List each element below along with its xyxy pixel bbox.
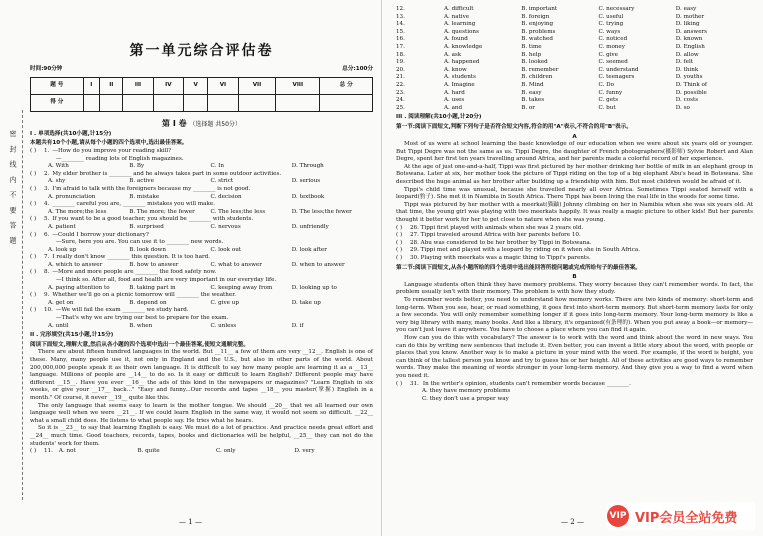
option: B. foreign (521, 13, 550, 20)
passage-a-paragraph: Most of us were at school learning the basic knowledge of our education when we were about six years old or younger. But Tippi Degre was not the same as us. Tippi Degre, the daughter of French photographers(摄影师) Sylvie Robert and Alan Degre, spent her first ten years travelling around Africa, and her parents made a colorful record of her experience. (396, 141, 753, 163)
passage-a-paragraph: Tippi was pictured by her mother with a meerkat(猫鼬) Johnny climbing on her in Namibia when she was six years old. At that time, the young girl was playing with two meerkats happily. It was really a magic picture to other kids! But her parents thought it better work for her to get close to nature when she was young. (396, 201, 753, 224)
question-number: 14. (396, 21, 405, 28)
option: A. not (58, 448, 76, 455)
question-item (30, 254, 373, 269)
option: C. noticed (598, 36, 628, 43)
option: A. paying attention to (48, 284, 110, 291)
score-cell: VI (208, 78, 239, 95)
option: B. how to answer (129, 261, 179, 268)
option: A. until (48, 322, 69, 329)
question-text: 30. Playing with meerkats was a magic thing to Tippi's parents. (410, 255, 591, 261)
passage-b-paragraph: To remember words better, you need to understand how memory works. There are two kinds of memory: short-term and long-term. When you see, hear, or read something, it goes first into short-term memory. But short-term memory lasts for only a few seconds. You will only remember something longer if it goes into long-term memory. Your long-term memory is like a very big library with many, many books. And like a library, it's organized(有条理的). When you put away a book—or memory—you can't just leave it anywhere. You have to choose a place where you can find it again. (396, 296, 753, 334)
section-1-title: I . 单项选择(共10小题,计15分) (30, 130, 112, 137)
score-cell: IV (153, 78, 184, 95)
answer-bracket: ( ) (30, 254, 37, 261)
option: B. important (521, 6, 558, 12)
passage-a-paragraph: At the age of just one-and-a-half, Tippi was first pictured by her mother drinking her bottle of milk in an elephant group in Botswana. Later at six, her mother took the picture of Tippi riding on the top of a big elephant Abu's head in Botswana. She described the huge animal as her brother after building up a friendship with him. But most children would be afraid of it. (396, 163, 753, 186)
option: A. The more;the less (48, 208, 107, 215)
question-line (30, 148, 373, 156)
option: B. watched (521, 36, 553, 43)
question-text: My elder brother is ________ and he always takes part in some outdoor activities. (52, 170, 282, 177)
option: A. Imagine (444, 81, 475, 88)
question-number: 22. (396, 81, 405, 88)
question-item (30, 269, 373, 292)
question-number: 11. (44, 448, 53, 455)
option: B. enjoying (521, 21, 554, 28)
volume-heading (30, 120, 373, 129)
question-number: 12. (396, 6, 405, 12)
right-content (396, 6, 753, 403)
option: C. nervous (210, 223, 241, 230)
section-2-title: II . 完形填空(共15小题,计15分) (30, 332, 114, 339)
vip-logo-icon: VIP (607, 505, 629, 527)
option: C. only (215, 448, 236, 455)
answer-bracket: ( ) (30, 231, 37, 238)
option: C. decision (210, 193, 242, 200)
option: A. and (444, 104, 463, 111)
answer-bracket: ( ) (30, 448, 37, 455)
option: C. useful (598, 13, 624, 20)
option: A. hard (444, 89, 465, 96)
option: D. Through (291, 163, 324, 170)
cloze-paragraph: There are about fifteen hundred languages in the world. But __11__ a few of them are very __12__. English is one of these. Many, many people use it, not only in England and the U.S., but also in other parts of the world. About 200,000,000 people speak it as their own language. It is difficult to say how many people are learning it as a __13__ language. Millions of people are __14__ to do so. Is it easy or difficult to learn English? Different people may have different __15__. Have you ever __16__ the ads of this kind in the newspapers or magazines? "Learn English in six weeks, or give your __17__ back..." "Easy and funny...Our records and tapes __18__ you master(掌握) English in a month." Of course, it never __19__ quite like this. (30, 349, 373, 401)
score-table-header-row (31, 78, 373, 95)
option: B. problems (521, 28, 556, 35)
score-label: 总分:100分 (342, 65, 373, 72)
question-number: 2. (44, 170, 50, 177)
true-false-item (396, 240, 753, 248)
option: A. learning (444, 21, 476, 28)
question-number: 31. (410, 380, 419, 387)
cloze-option-row (396, 97, 753, 105)
option: B. quite (137, 448, 160, 455)
option: D. easy (675, 6, 697, 12)
option: D. answers (675, 28, 708, 35)
answer-bracket: ( ) (396, 232, 403, 239)
answer-bracket: ( ) (30, 201, 37, 208)
option: D. textbook (291, 193, 325, 200)
question-text: —More and more people are ________ the food safety now. (52, 269, 217, 276)
option: A. With (48, 163, 69, 170)
option: D. allow (675, 51, 699, 58)
option: B. By (129, 163, 145, 170)
option: A. uses (444, 97, 465, 104)
question-item (30, 201, 373, 216)
option: A. happened (444, 59, 480, 66)
score-table (30, 77, 373, 112)
passage-a-paragraph: Tippi's child time was unusual, because she travelled nearly all over Africa. Sometimes Tippi seated herself with a leopard(豹子). She met it in Namibia in South Africa. There Tippi has been living the real life in the woods for some time. (396, 186, 753, 201)
question-item (30, 171, 373, 186)
option: B. remember (521, 66, 559, 73)
option: B. or (521, 104, 535, 111)
option: D. liking (675, 21, 700, 28)
answer-bracket: ( ) (30, 307, 37, 314)
question-options (53, 448, 373, 456)
option: C. what to answer (210, 261, 262, 268)
answer-bracket: ( ) (30, 147, 37, 154)
question-text: 29. Tippi met and played with a leopard by riding on it when she in South Africa. (410, 247, 640, 254)
option: A. questions (444, 28, 479, 35)
question-item (30, 186, 373, 201)
answer-bracket: ( ) (396, 239, 403, 246)
cloze-option-row (396, 14, 753, 22)
option: D. so (675, 104, 690, 111)
binding-dashed-line (22, 110, 23, 500)
answer-bracket: ( ) (396, 255, 403, 261)
option: B. time (521, 43, 542, 50)
question-number: 1. (44, 147, 50, 154)
answer-bracket: ( ) (30, 170, 37, 177)
score-cell: 总 分 (320, 78, 373, 95)
section-3-title: III . 阅读理解(共10小题,计20分) (396, 114, 482, 121)
question-number: 18. (396, 51, 405, 58)
cloze-option-row (396, 6, 753, 14)
volume-note: （选择题 共50分） (189, 121, 241, 129)
question-text: In the writer's opinion, students can't remember words because ________. (422, 380, 631, 387)
question-item (30, 307, 373, 330)
option: B. The more; the fewer (129, 208, 195, 215)
option: A. found (444, 36, 468, 43)
question-text-cont: —________ reading lots of English magazines. (56, 155, 184, 162)
score-cell: VIII (276, 78, 320, 95)
passage-b-paragraph: Language students often think they have memory problems. They worry because they can't remember words. In fact, the problem usually isn't with their memory. The problem is with how they study. (396, 281, 753, 296)
option: C. The less;the less (210, 208, 266, 215)
option: A. they have memory problems (422, 388, 511, 395)
option: C. they don't use a proper way (422, 395, 509, 402)
question-options (30, 163, 373, 171)
question-number: 15. (396, 28, 405, 35)
question-text: —Could I borrow your dictionary? (52, 231, 149, 238)
question-number: 23. (396, 89, 405, 96)
option: C. seemed (598, 59, 628, 66)
question-text: 27. Tippi traveled around Africa with her parents before 10. (410, 232, 581, 239)
question-item (30, 148, 373, 171)
true-false-list (396, 225, 753, 263)
option: B. depend on (129, 299, 167, 306)
option: A. shy (48, 178, 66, 185)
option: C. teenagers (598, 74, 635, 81)
question-text: If you want to be a good teacher, you should be ________ with students. (52, 216, 254, 223)
question-number: 25. (396, 104, 405, 111)
score-cell: II (100, 78, 123, 95)
option: C. give up (210, 299, 239, 306)
option: C. necessary (598, 6, 635, 12)
vip-banner-text: VIP会员全站免费 (635, 510, 738, 526)
question-line (30, 201, 373, 209)
option: D. when to answer (291, 261, 345, 268)
option: B. surprised (129, 223, 164, 230)
option: A. get on (48, 299, 74, 306)
option: D. The less;the fewer (291, 208, 352, 215)
question-options (30, 285, 373, 293)
question-options (30, 300, 373, 308)
option: C. money (598, 43, 625, 50)
cloze-option-row (396, 21, 753, 29)
question-number: 13. (396, 13, 405, 20)
score-cell: VII (238, 78, 275, 95)
option: D. think (675, 66, 699, 73)
option: C. but (598, 104, 616, 111)
answer-bracket: ( ) (30, 185, 37, 192)
question-options (30, 262, 373, 270)
option: C. look out (210, 246, 242, 253)
option: C. trying (598, 21, 624, 28)
option: B. children (521, 74, 553, 81)
question-options (30, 209, 373, 217)
question-number: 6. (44, 231, 50, 238)
question-number: 4. (44, 201, 50, 208)
option: B. taking part in (129, 284, 176, 291)
option: D. take up (291, 299, 321, 306)
cloze-option-row (396, 44, 753, 52)
question-line (30, 171, 373, 179)
question-options (30, 323, 373, 331)
cloze-paragraph: So it is __23__ to say that learning English is easy. We must do a lot of practice. And practice needs great effort and __24__ much time. Good teachers, records, tapes, books and dictionaries will be helpful, __25__ they can not do the students' work for them. (30, 425, 373, 447)
question-item (30, 292, 373, 307)
question-number: 17. (396, 43, 405, 50)
option: A. know (444, 66, 467, 73)
option: B. look down (129, 246, 166, 253)
option: D. serious (291, 178, 321, 185)
option: D. very (294, 448, 315, 455)
answer-bracket: ( ) (30, 216, 37, 223)
answer-bracket: ( ) (396, 247, 403, 254)
exam-title: 第一单元综合评估卷 (129, 43, 274, 59)
score-cell-empty (208, 95, 239, 112)
true-false-item (396, 247, 753, 255)
option: C. Do (598, 81, 614, 88)
passage-b-label: B (572, 274, 577, 281)
question-number: 24. (396, 97, 405, 104)
option: C. ways (598, 28, 621, 35)
option: D. unfriendly (291, 223, 329, 230)
cloze-options-list (396, 6, 753, 112)
time-label: 时间:90分钟 (30, 65, 63, 72)
score-table-score-row (31, 95, 373, 112)
score-cell-empty (83, 95, 100, 112)
cloze-option-row (396, 90, 753, 98)
option: A. students (444, 74, 476, 81)
score-cell-empty (123, 95, 153, 112)
score-cell: I (83, 78, 100, 95)
score-cell-empty (320, 95, 373, 112)
true-false-item (396, 225, 753, 233)
question-number: 19. (396, 59, 405, 66)
question-text: —How do you improve your reading skill? (52, 147, 172, 154)
section-3b-intro: 第二节:阅读下面短文,从各小题所给的四个选项中选出能回答所提问题或完成所给句子的最佳答案。 (396, 264, 641, 271)
true-false-item (396, 255, 753, 263)
question-line (30, 232, 373, 240)
page-number-right: — 2 — (561, 518, 584, 526)
question-item (30, 216, 373, 231)
answer-bracket: ( ) (396, 224, 403, 231)
score-cell-empty (238, 95, 275, 112)
question-number: 10. (44, 307, 53, 314)
question-number: 9. (44, 292, 50, 299)
option: D. known (675, 36, 703, 43)
single-choice-list (30, 148, 373, 330)
question-number: 20. (396, 66, 405, 73)
question-line (30, 254, 373, 262)
score-cell-empty (100, 95, 123, 112)
question-options (30, 194, 373, 202)
option: D. English (675, 43, 705, 50)
question-text: ________ careful you are, ________ mistakes you will make. (52, 201, 215, 208)
question-options (30, 224, 373, 232)
question-text: 26. Tippi first played with animals when she was 2 years old. (410, 224, 584, 231)
option: D. costs (675, 97, 699, 104)
option: A. difficult (444, 6, 474, 12)
option: C. In (210, 163, 224, 170)
option: A. ask (444, 51, 462, 58)
question-line (30, 307, 373, 315)
cloze-option-row (396, 105, 753, 113)
section-2-intro: 阅读下面短文,理解大意,然后从各小题的四个选项中选出一个最佳答案,使短文通顺完整。 (30, 341, 249, 348)
option: B. when (129, 322, 153, 329)
question-text: Whether we'll go on a picnic tomorrow will ________ the weather. (52, 292, 237, 299)
option: D. looking up to (291, 284, 337, 291)
vip-banner[interactable] (607, 502, 755, 530)
question-number: 8. (44, 269, 50, 276)
answer-bracket: ( ) (30, 269, 37, 276)
cloze-option-row (396, 67, 753, 75)
question-number: 5. (44, 216, 50, 223)
question-text: I really don't know ________ this question. It is too hard. (52, 254, 210, 261)
score-cell-empty (276, 95, 320, 112)
cloze-option-row (396, 36, 753, 44)
option: C. keeping away from (210, 284, 273, 291)
section-3-intro: 第一节:阅读下面短文,判断下列句子是否符合短文内容,符合的用"A"表示,不符合的用"B"表示。 (396, 123, 632, 130)
page-number-left: — 1 — (179, 518, 202, 526)
option: D. look after (291, 246, 327, 253)
option: D. youths (675, 74, 703, 81)
score-cell: 题 号 (31, 78, 84, 95)
exam-meta (30, 66, 373, 74)
question-number: 21. (396, 74, 405, 81)
question-options (30, 178, 373, 186)
score-cell: III (123, 78, 153, 95)
option: B. mistake (129, 193, 160, 200)
answer-bracket: ( ) (396, 380, 403, 387)
question-options (30, 247, 373, 255)
option: D. possible (675, 89, 707, 96)
option: C. understand (598, 66, 639, 73)
left-content (30, 0, 373, 456)
section-1-intro: 本题共有10个小题,请从每个小题的四个选项中,选出最佳答案。 (30, 140, 188, 147)
question-text: —We will fail the exam ________ we study hard. (55, 307, 189, 314)
option: A. knowledge (444, 43, 483, 50)
question-line (30, 186, 373, 194)
score-cell-label: 得 分 (31, 95, 84, 112)
cloze-option-row (396, 29, 753, 37)
option: A. look up (48, 246, 77, 253)
volume-title: 第 I 卷 (162, 119, 187, 129)
option: B. takes (521, 97, 545, 104)
answer-bracket: ( ) (30, 292, 37, 299)
option: D. Think of (675, 81, 707, 88)
option: C. strict (210, 178, 234, 185)
score-cell-empty (184, 95, 208, 112)
option: B. Mind (521, 81, 544, 88)
passage-a-label: A (572, 133, 577, 140)
question-number: 3. (44, 185, 50, 192)
score-cell: V (184, 78, 208, 95)
question-text: I'm afraid to talk with the foreigners because my ________ is not good. (52, 185, 251, 192)
passage-b-paragraph: How can you do this with vocabulary? The answer is to work with the word and think about the word in new ways. You can do this by writing new sentences that include it. Even better, you can invent a little story about the word, with people or places that you know. Another way is to make a picture in your mind with the word. For example, if the word is height, you can think of the tallest person you know and try to guess his or her height. All of these activities are good ways to remember words. They make the meaning of words stronger in your long-term memory. And they give you a way to find a word when you need it. (396, 334, 753, 379)
question-31 (396, 381, 753, 389)
option: B. easy (521, 89, 542, 96)
option: A. native (444, 13, 470, 20)
option: D. felt (675, 59, 694, 66)
cloze-option-row (396, 52, 753, 60)
cloze-option-row (396, 59, 753, 67)
cloze-option-row (396, 82, 753, 90)
option: C. give (598, 51, 618, 58)
option: B. help (521, 51, 542, 58)
question-11 (30, 448, 373, 456)
option: A. patient (48, 223, 76, 230)
cloze-paragraph: The only language that seems easy to learn is the mother tongue. We should __20__ that we all learned our own language well when we were __21__. If we could learn English in the same way, it would not seem so difficult. __22__ what a small child does. He listens to what people say. He tries what he hears. (30, 402, 373, 424)
option: D. if (291, 322, 304, 329)
option: B. looked (521, 59, 548, 66)
question-item (30, 232, 373, 255)
option: C. unless (210, 322, 237, 329)
question-text: 28. Abu was considered to be her brother by Tippi in Botswana. (410, 239, 592, 246)
question-text-cont: —Sure, here you are. You can use it to ________ new words. (56, 239, 224, 246)
question-number: 7. (44, 254, 50, 261)
option: C. funny (598, 89, 623, 96)
binding-note: 密 封 线 内 不 要 答 题 (9, 130, 17, 247)
option: A. pronunciation (48, 193, 96, 200)
option: C. gets (598, 97, 619, 104)
option: A. which to answer (48, 261, 103, 268)
cloze-option-row (396, 74, 753, 82)
true-false-item (396, 232, 753, 240)
right-page (382, 0, 763, 536)
option: D. mother (675, 13, 705, 20)
question-number: 16. (396, 36, 405, 43)
question-line (30, 216, 373, 224)
question-text-cont: —That's why we are trying our best to prepare for the exam. (56, 315, 229, 322)
question-text-cont: —I think so. After all, food and health are very important in our everyday life. (56, 277, 277, 284)
question-line (30, 269, 373, 277)
score-cell-empty (153, 95, 184, 112)
question-line (30, 292, 373, 300)
option: B. active (129, 178, 154, 185)
